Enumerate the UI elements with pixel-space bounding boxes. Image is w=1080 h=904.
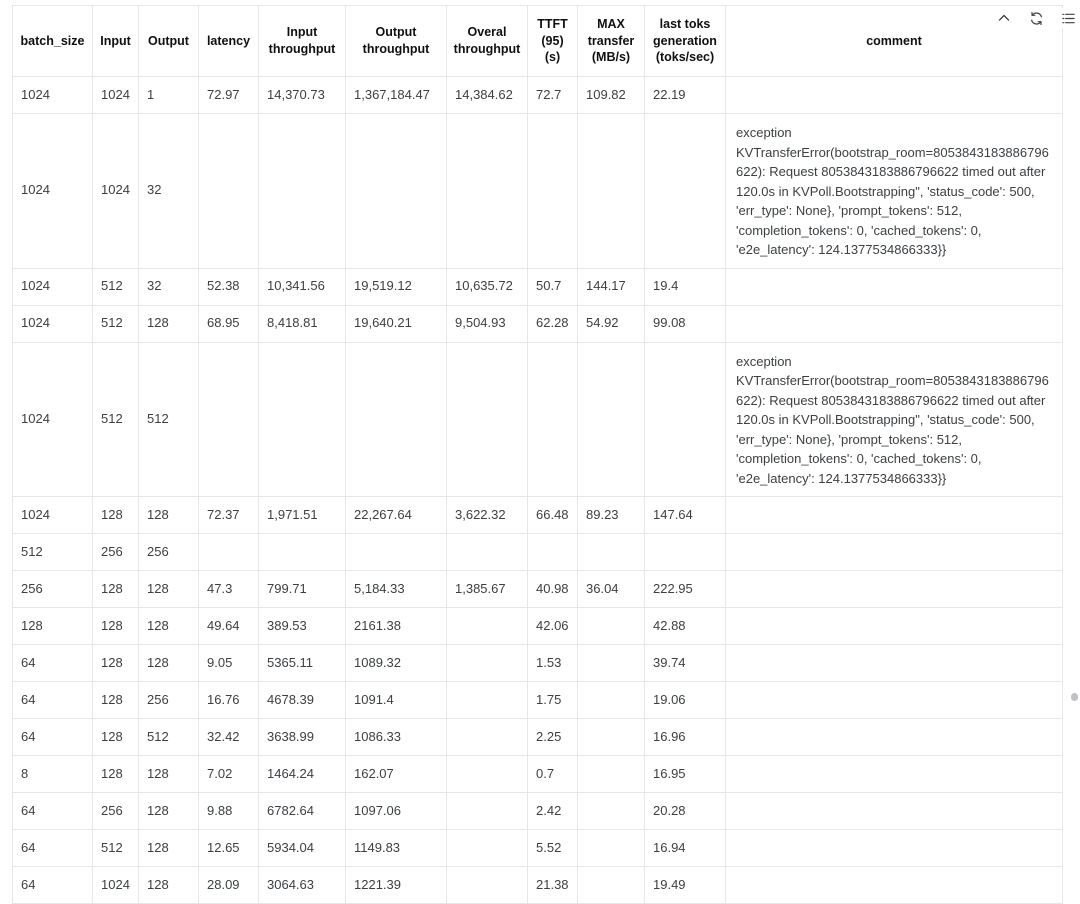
table-cell[interactable] [199,114,259,269]
column-header-input[interactable] [93,6,139,77]
table-cell[interactable] [259,342,346,497]
table-cell[interactable]: 128 [139,608,199,645]
table-cell[interactable] [447,114,528,269]
table-cell[interactable]: 66.48 [528,497,578,534]
table-cell[interactable]: 109.82 [578,77,645,114]
table-cell[interactable]: 49.64 [199,608,259,645]
table-cell[interactable]: 1024 [93,114,139,269]
table-cell-comment[interactable] [726,867,1063,904]
table-cell[interactable]: 14,384.62 [447,77,528,114]
table-cell[interactable] [578,756,645,793]
column-header-ttft-95-s[interactable] [528,6,578,77]
table-cell[interactable] [578,645,645,682]
table-cell[interactable]: 128 [139,793,199,830]
column-header-line: (toks/sec) [655,50,715,65]
table-cell[interactable]: 32 [139,114,199,269]
benchmark-table [12,5,1063,904]
table-cell-comment[interactable] [726,497,1063,534]
table-cell[interactable]: 4678.39 [259,682,346,719]
table-row[interactable] [13,77,1063,114]
table-cell[interactable]: 42.06 [528,608,578,645]
table-cell[interactable]: 72.37 [199,497,259,534]
table-row[interactable] [13,830,1063,867]
table-cell[interactable]: 9,504.93 [447,305,528,342]
table-cell[interactable]: 256 [93,793,139,830]
table-cell[interactable]: 512 [93,305,139,342]
table-cell[interactable]: 1,385.67 [447,571,528,608]
table-cell[interactable]: 128 [139,497,199,534]
table-cell[interactable]: 54.92 [578,305,645,342]
table-cell[interactable]: 21.38 [528,867,578,904]
table-row[interactable] [13,682,1063,719]
table-cell[interactable]: 22.19 [645,77,726,114]
column-header-line: TTFT [537,17,568,32]
table-cell[interactable]: 256 [139,534,199,571]
vertical-scrollbar[interactable] [1072,0,1079,703]
table-cell[interactable]: 512 [93,830,139,867]
column-header-line: (95) [541,33,564,48]
column-header-latency[interactable] [199,6,259,77]
vertical-scrollbar-thumb[interactable] [1071,693,1078,701]
table-cell[interactable]: 3,622.32 [447,497,528,534]
table-cell[interactable]: 128 [93,756,139,793]
table-cell[interactable]: 128 [139,756,199,793]
table-cell[interactable]: 19.49 [645,867,726,904]
table-cell[interactable] [199,534,259,571]
table-cell[interactable] [578,608,645,645]
column-header-line: MAX [597,17,625,32]
table-cell[interactable] [346,114,447,269]
column-header-line: Input [286,25,318,40]
table-cell[interactable]: 19.06 [645,682,726,719]
table-cell[interactable]: 28.09 [199,867,259,904]
table-cell-comment[interactable] [726,571,1063,608]
table-cell[interactable]: 2.42 [528,793,578,830]
table-cell-comment[interactable]: exception KVTransferError(bootstrap_room=8053843183886796622): Request 8053843183886796622 timed out after 120.0s in KVPoll.Bootstrapping", 'status_code': 500, 'err_type': None}, 'prompt_tokens': 512, 'completion_tokens': 0, 'cached_tokens': 0, 'e2e_latency': 124.1377534866333}} [726,342,1063,497]
table-cell[interactable]: 1464.24 [259,756,346,793]
table-cell[interactable] [447,830,528,867]
table-cell-comment[interactable] [726,305,1063,342]
table-cell[interactable] [447,719,528,756]
table-cell[interactable]: 1 [139,77,199,114]
column-header-line: Output [148,33,189,48]
table-cell[interactable] [259,534,346,571]
column-header-max-transfer-mb-s[interactable] [578,6,645,77]
table-cell[interactable]: 256 [13,571,93,608]
table-cell[interactable]: 389.53 [259,608,346,645]
table-cell[interactable]: 16.95 [645,756,726,793]
table-cell-comment[interactable] [726,534,1063,571]
table-cell[interactable]: 256 [139,682,199,719]
table-cell[interactable]: 512 [139,342,199,497]
table-cell[interactable]: 62.28 [528,305,578,342]
table-cell[interactable]: 128 [139,571,199,608]
table-cell[interactable]: 1024 [13,305,93,342]
table-cell[interactable]: 1024 [93,77,139,114]
table-cell-comment[interactable] [726,756,1063,793]
table-cell[interactable]: 1086.33 [346,719,447,756]
column-header-line: (s) [544,50,561,65]
table-cell[interactable]: 12.65 [199,830,259,867]
table-cell[interactable]: 16.76 [199,682,259,719]
table-cell[interactable]: 512 [93,268,139,305]
table-cell[interactable]: 128 [93,571,139,608]
table-cell[interactable]: 19,519.12 [346,268,447,305]
table-cell[interactable]: 1149.83 [346,830,447,867]
table-cell[interactable] [447,867,528,904]
table-cell[interactable] [645,534,726,571]
table-cell[interactable]: 128 [93,645,139,682]
refresh-icon[interactable] [1026,8,1046,28]
table-cell[interactable] [578,114,645,269]
table-cell[interactable] [199,342,259,497]
table-cell[interactable]: 512 [13,534,93,571]
table-cell[interactable]: 5934.04 [259,830,346,867]
table-cell[interactable]: 42.88 [645,608,726,645]
table-cell[interactable]: 47.3 [199,571,259,608]
table-cell[interactable]: 256 [93,534,139,571]
table-cell[interactable]: 40.98 [528,571,578,608]
table-cell-comment[interactable] [726,682,1063,719]
table-cell[interactable]: 64 [13,682,93,719]
table-cell[interactable]: 9.88 [199,793,259,830]
table-cell[interactable]: 16.94 [645,830,726,867]
table-row[interactable] [13,268,1063,305]
table-cell[interactable]: 1089.32 [346,645,447,682]
table-cell[interactable] [447,682,528,719]
table-cell[interactable]: 1091.4 [346,682,447,719]
table-cell-comment[interactable] [726,608,1063,645]
benchmark-table-container [12,5,1062,904]
table-cell[interactable] [447,608,528,645]
table-cell[interactable]: 147.64 [645,497,726,534]
table-cell[interactable]: 2.25 [528,719,578,756]
table-cell[interactable]: 64 [13,867,93,904]
table-cell[interactable]: 32 [139,268,199,305]
table-cell[interactable]: 1097.06 [346,793,447,830]
column-header-line: transfer [587,33,635,48]
column-header-output-throughput[interactable] [346,6,447,77]
table-cell[interactable]: 50.7 [528,268,578,305]
table-cell-comment[interactable] [726,645,1063,682]
column-header-last-toks-generation-toks-sec[interactable] [645,6,726,77]
table-cell[interactable] [447,645,528,682]
table-cell[interactable]: 72.97 [199,77,259,114]
table-body [13,77,1063,904]
table-cell[interactable]: 32.42 [199,719,259,756]
table-cell[interactable]: 1,367,184.47 [346,77,447,114]
list-view-icon[interactable] [1058,8,1078,28]
table-cell[interactable]: 1024 [13,497,93,534]
table-row[interactable] [13,793,1063,830]
column-header-overal-throughput[interactable] [447,6,528,77]
table-cell[interactable]: 512 [93,342,139,497]
table-cell[interactable]: 64 [13,719,93,756]
table-toolbar [994,5,1078,31]
column-header-line: Overal [467,25,507,40]
table-cell[interactable]: 3064.63 [259,867,346,904]
table-cell[interactable] [528,342,578,497]
table-cell[interactable]: 8 [13,756,93,793]
table-cell[interactable]: 128 [93,719,139,756]
table-row[interactable] [13,534,1063,571]
table-cell[interactable] [447,793,528,830]
table-cell[interactable] [645,342,726,497]
table-cell[interactable]: 1.53 [528,645,578,682]
table-cell[interactable] [578,534,645,571]
column-header-line: last toks [659,17,711,32]
table-cell-comment[interactable] [726,77,1063,114]
table-cell[interactable]: 128 [139,645,199,682]
table-cell[interactable]: 19.4 [645,268,726,305]
table-cell[interactable]: 22,267.64 [346,497,447,534]
table-cell[interactable]: 128 [93,497,139,534]
table-cell[interactable]: 19,640.21 [346,305,447,342]
table-row[interactable] [13,867,1063,904]
table-cell[interactable]: 128 [139,305,199,342]
table-cell[interactable]: 64 [13,645,93,682]
table-cell[interactable] [528,114,578,269]
table-cell[interactable]: 89.23 [578,497,645,534]
column-header-line: throughput [362,42,430,56]
table-cell[interactable]: 8,418.81 [259,305,346,342]
table-row[interactable] [13,608,1063,645]
column-header-line: generation [653,33,717,48]
table-cell[interactable]: 5.52 [528,830,578,867]
table-cell[interactable] [346,342,447,497]
table-cell[interactable]: 6782.64 [259,793,346,830]
table-cell[interactable] [645,114,726,269]
table-cell[interactable]: 3638.99 [259,719,346,756]
table-cell[interactable] [447,756,528,793]
table-cell[interactable]: 68.95 [199,305,259,342]
table-cell[interactable] [578,342,645,497]
table-cell[interactable]: 20.28 [645,793,726,830]
table-cell[interactable]: 99.08 [645,305,726,342]
table-cell[interactable] [578,682,645,719]
column-header-line: Output [375,25,417,40]
column-header-output[interactable] [139,6,199,77]
table-cell[interactable]: 16.96 [645,719,726,756]
table-cell-comment[interactable] [726,268,1063,305]
table-row[interactable] [13,497,1063,534]
table-cell[interactable]: 2161.38 [346,608,447,645]
table-cell[interactable]: 144.17 [578,268,645,305]
table-cell[interactable]: 7.02 [199,756,259,793]
table-header-row [13,6,1063,77]
table-cell[interactable]: 1024 [13,342,93,497]
table-row[interactable] [13,645,1063,682]
table-cell-comment[interactable]: exception KVTransferError(bootstrap_room=8053843183886796622): Request 8053843183886796622 timed out after 120.0s in KVPoll.Bootstrapping", 'status_code': 500, 'err_type': None}, 'prompt_tokens': 512, 'completion_tokens': 0, 'cached_tokens': 0, 'e2e_latency': 124.1377534866333}} [726,114,1063,269]
table-cell[interactable]: 128 [139,867,199,904]
table-row[interactable] [13,719,1063,756]
table-cell[interactable]: 64 [13,830,93,867]
table-row[interactable] [13,571,1063,608]
table-cell[interactable]: 1024 [13,268,93,305]
table-cell[interactable]: 799.71 [259,571,346,608]
table-cell[interactable]: 1,971.51 [259,497,346,534]
column-header-line: Input [100,33,131,48]
table-row[interactable] [13,342,1063,497]
table-cell[interactable]: 10,635.72 [447,268,528,305]
table-cell[interactable] [447,342,528,497]
table-cell[interactable]: 1024 [13,114,93,269]
table-cell[interactable]: 128 [13,608,93,645]
table-cell[interactable]: 36.04 [578,571,645,608]
table-cell[interactable]: 1024 [13,77,93,114]
table-cell[interactable]: 128 [93,682,139,719]
table-cell[interactable]: 39.74 [645,645,726,682]
table-cell[interactable]: 1221.39 [346,867,447,904]
table-cell[interactable] [346,534,447,571]
column-header-line: latency [206,33,251,48]
table-cell-comment[interactable] [726,830,1063,867]
column-header-input-throughput[interactable] [259,6,346,77]
table-cell[interactable]: 72.7 [528,77,578,114]
table-cell[interactable]: 128 [139,830,199,867]
table-cell[interactable]: 14,370.73 [259,77,346,114]
table-cell[interactable]: 1.75 [528,682,578,719]
table-row[interactable] [13,114,1063,269]
table-cell[interactable]: 5365.11 [259,645,346,682]
table-cell[interactable]: 128 [93,608,139,645]
table-cell[interactable] [259,114,346,269]
table-cell[interactable]: 222.95 [645,571,726,608]
column-header-line: throughput [268,42,336,56]
column-header-line: throughput [453,42,521,56]
table-header [13,6,1063,77]
table-row[interactable] [13,756,1063,793]
column-header-batch-size[interactable] [13,6,93,77]
table-cell[interactable]: 0.7 [528,756,578,793]
table-cell[interactable]: 162.07 [346,756,447,793]
table-cell[interactable]: 52.38 [199,268,259,305]
table-cell-comment[interactable] [726,719,1063,756]
column-header-line: batch_size [20,33,85,48]
table-cell[interactable]: 9.05 [199,645,259,682]
table-cell[interactable]: 1024 [93,867,139,904]
table-cell[interactable] [447,534,528,571]
table-cell[interactable]: 10,341.56 [259,268,346,305]
table-cell[interactable] [578,830,645,867]
column-header-line: (MB/s) [591,50,631,65]
table-cell[interactable]: 512 [139,719,199,756]
table-cell[interactable] [578,793,645,830]
chevron-up-icon[interactable] [994,8,1014,28]
column-header-line: comment [866,33,922,48]
table-cell[interactable] [578,867,645,904]
table-cell[interactable] [578,719,645,756]
table-row[interactable] [13,305,1063,342]
table-cell[interactable]: 64 [13,793,93,830]
table-cell[interactable] [528,534,578,571]
table-cell[interactable]: 5,184.33 [346,571,447,608]
table-cell-comment[interactable] [726,793,1063,830]
